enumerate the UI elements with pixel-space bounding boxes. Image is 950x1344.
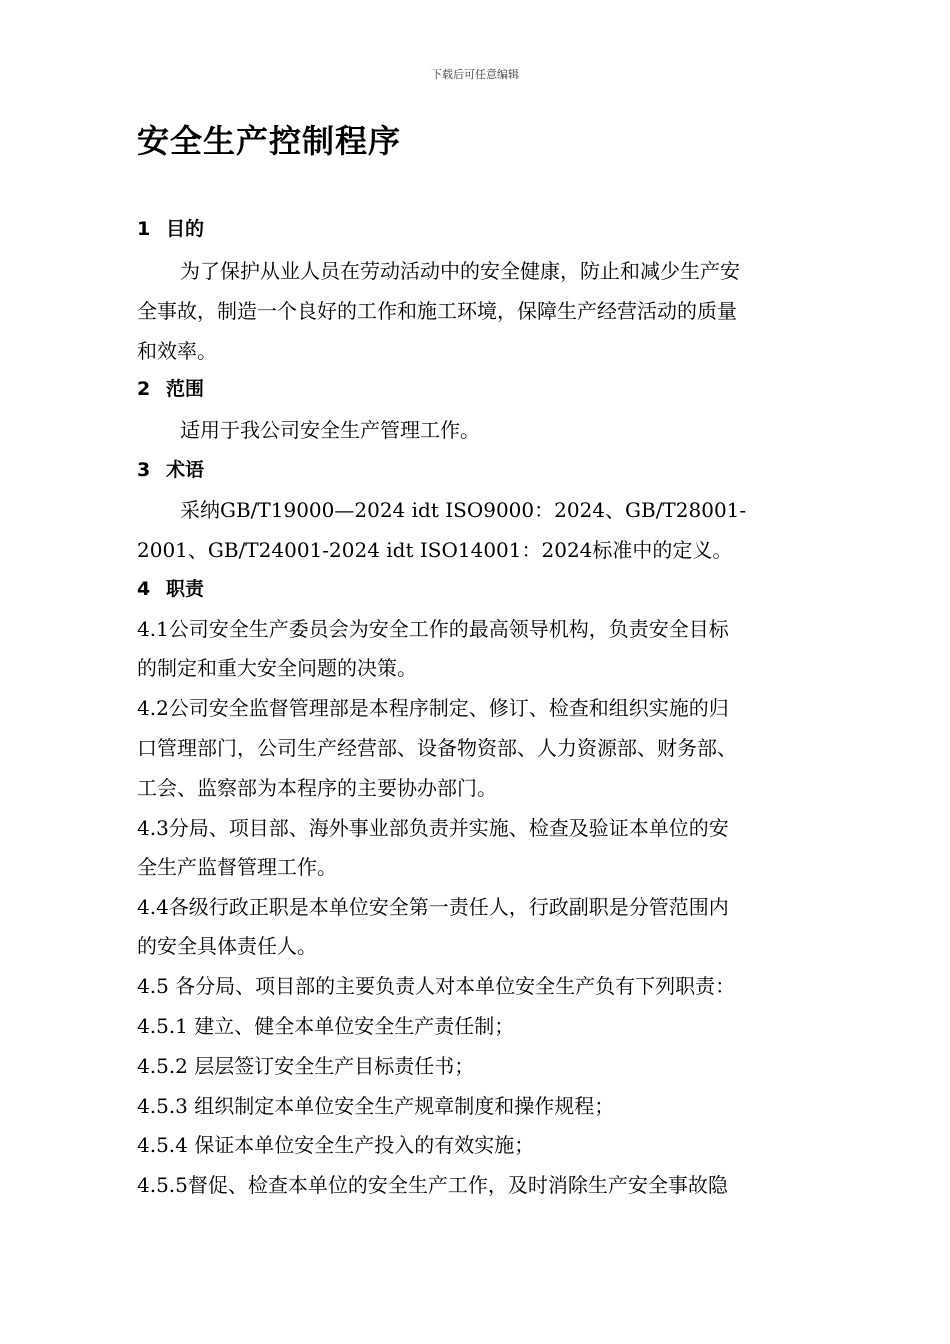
section-number: 2 [137,378,151,400]
section-title: 范围 [166,378,205,400]
section-heading-responsibilities [137,575,204,603]
paragraph-line: 口管理部门，公司生产经营部、设备物资部、人力资源部、财务部、 [137,736,737,760]
paragraph-line: 全生产监督管理工作。 [137,855,337,879]
paragraph-line: 4.5.5督促、检查本单位的安全生产工作，及时消除生产安全事故隐 [137,1173,728,1197]
paragraph-line: 和效率。 [137,339,217,363]
paragraph-line: 4.3分局、项目部、海外事业部负责并实施、检查及验证本单位的安 [137,816,729,840]
section-title: 术语 [166,459,205,481]
paragraph-line: 4.5.2 层层签订安全生产目标责任书； [137,1054,475,1078]
paragraph-line: 的制定和重大安全问题的决策。 [137,656,417,680]
paragraph-line: 4.4各级行政正职是本单位安全第一责任人，行政副职是分管范围内 [137,895,729,919]
paragraph-line: 采纳GB/T19000—2024 idt ISO9000：2024、GB/T28001- [180,498,747,522]
paragraph-line: 为了保护从业人员在劳动活动中的安全健康，防止和减少生产安 [180,259,740,283]
paragraph-line: 4.1公司安全生产委员会为安全工作的最高领导机构，负责安全目标 [137,617,729,641]
paragraph-line: 4.2公司安全监督管理部是本程序制定、修订、检查和组织实施的归 [137,696,729,720]
paragraph-line: 4.5.3 组织制定本单位安全生产规章制度和操作规程； [137,1094,615,1118]
paragraph-line: 4.5.4 保证本单位安全生产投入的有效实施； [137,1133,535,1157]
section-number: 3 [137,459,151,481]
header-note: 下载后可任意编辑 [431,68,519,81]
paragraph-line: 工会、监察部为本程序的主要协办部门。 [137,776,497,800]
paragraph-line: 的安全具体责任人。 [137,934,317,958]
section-number: 1 [137,218,151,240]
document-title: 安全生产控制程序 [137,122,402,160]
paragraph-line: 全事故，制造一个良好的工作和施工环境，保障生产经营活动的质量 [137,299,737,323]
paragraph-line: 4.5 各分局、项目部的主要负责人对本单位安全生产负有下列职责： [137,974,736,998]
section-number: 4 [137,578,151,600]
paragraph-line: 2001、GB/T24001-2024 idt ISO14001：2024标准中的定义。 [137,538,733,562]
section-heading-purpose [137,215,204,243]
paragraph-line: 4.5.1 建立、健全本单位安全生产责任制； [137,1014,515,1038]
section-heading-terms [137,456,204,484]
paragraph-line: 适用于我公司安全生产管理工作。 [180,418,480,442]
section-title: 职责 [166,578,205,600]
section-title: 目的 [166,218,205,240]
section-heading-scope [137,375,204,403]
